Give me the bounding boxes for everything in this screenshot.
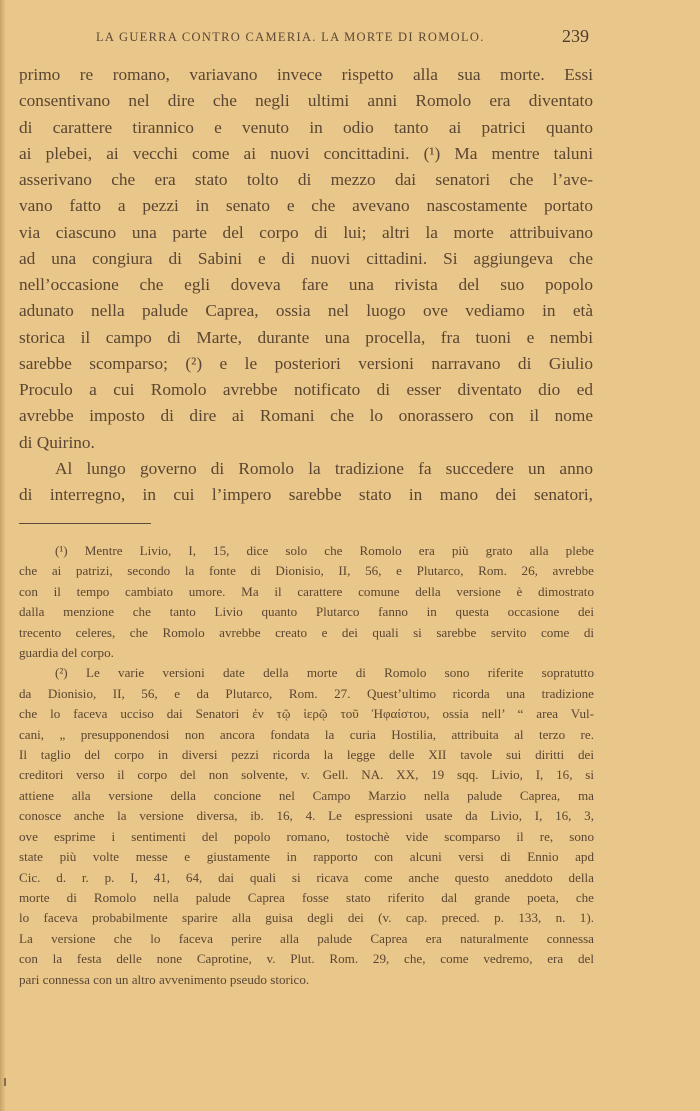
footnote-line: con il tempo cambiato umore. Ma il carattere comune della versione è dimostrato: [19, 583, 594, 599]
body-line: Al lungo governo di Romolo la tradizione fa succedere un anno: [55, 458, 593, 478]
footnote-line: da Dionisio, II, 56, e da Plutarco, Rom. 27. Quest’ultimo ricorda una tradizione: [19, 685, 594, 701]
footnote-line: pari connessa con un altro avvenimento pseudo storico.: [19, 971, 310, 987]
page-number: 239: [562, 26, 589, 46]
footnote-line: Cic. d. r. p. I, 41, 64, dai quali si ricava come anche questo aneddoto della: [19, 869, 594, 885]
footnote-line: che lo faceva ucciso dai Senatori ἐν τῷ ἱερῷ τοῦ Ἡφαίστου, ossia nell’ “ area Vul-: [19, 706, 594, 722]
footnotes: [19, 541, 594, 990]
footnote-line: morte di Romolo nella palude Caprea fosse stato riferito dal grande poeta, che: [19, 889, 594, 905]
footnote-line: (²) Le varie versioni date della morte di Romolo sono riferite sopratutto: [55, 665, 594, 681]
footnote-line: con la festa delle none Caprotine, v. Plut. Rom. 29, che, come vedremo, era del: [19, 951, 594, 967]
footnote-line: cani, „ presupponendosi non ancora fondata la curia Hostilia, attribuita al terzo re.: [19, 726, 594, 742]
page-edge-shadow: [0, 0, 5, 1111]
footnote-line: attiene alla versione della concione nel Campo Marzio nella palude Caprea, ma: [19, 787, 594, 803]
footnote-line: La versione che lo faceva perire alla palude Caprea era naturalmente connessa: [19, 930, 594, 946]
footnote-separator: [19, 523, 151, 524]
footnote-line: state più volte messe e giustamente in rapporto con alcuni versi di Ennio apd: [19, 849, 594, 865]
footnote-line: conosce anche la versione diversa, ib. 16, 4. Le espressioni usate da Livio, I, 16, 3,: [19, 808, 594, 824]
body-line: di interregno, in cui l’impero sarebbe stato in mano dei senatori,: [19, 485, 593, 504]
page-header: [0, 28, 700, 52]
body-line: adunato nella palude Caprea, ossia nel luogo ove vediamo in età: [19, 301, 593, 321]
body-line: vano fatto a pezzi in senato e che avevano nascostamente portato: [19, 196, 593, 216]
body-line: storica il campo di Marte, durante una procella, fra tuoni e nembi: [19, 327, 593, 347]
footnote-line: creditori verso il corpo del non solvente, v. Gell. NA. XX, 19 sqq. Livio, I, 16, si: [19, 767, 594, 783]
body-line: sarebbe scomparso; (²) e le posteriori versioni narravano di Giulio: [19, 353, 593, 373]
margin-mark: [4, 1078, 6, 1086]
footnote-line: Il taglio del corpo in diversi pezzi ricorda la legge delle XII tavole sui diritti dei: [19, 747, 594, 763]
body-line: nell’occasione che egli doveva fare una rivista del suo popolo: [19, 275, 593, 294]
body-line: Proculo a cui Romolo avrebbe notificato di esser diventato dio ed: [19, 380, 593, 399]
body-line: asserivano che era stato tolto di mezzo dai senatori che l’ave-: [19, 170, 593, 189]
footnote-line: che ai patrizi, secondo la fonte di Dionisio, II, 56, e Plutarco, Rom. 26, avrebbe: [19, 563, 594, 579]
body-line: di carattere tirannico e venuto in odio tanto ai patrici quanto: [19, 117, 593, 137]
body-line: ai plebei, ai vecchi come ai nuovi concittadini. (¹) Ma mentre taluni: [19, 143, 593, 163]
body-line: consentivano nel dire che negli ultimi anni Romolo era diventato: [19, 91, 593, 111]
footnote-line: ove esprime i sentimenti del popolo romano, tostochè vide scomparso il re, sono: [19, 828, 594, 844]
footnote-line: lo faceva probabilmente sparire alla guisa degli dei (v. cap. preced. p. 133, n. 1).: [19, 910, 594, 926]
running-title: LA GUERRA CONTRO CAMERIA. LA MORTE DI ROMOLO.: [96, 30, 485, 44]
body-line: primo re romano, variavano invece rispetto alla sua morte. Essi: [19, 65, 593, 84]
footnote-line: guardia del corpo.: [19, 645, 114, 661]
footnote-line: (¹) Mentre Livio, I, 15, dice solo che Romolo era più grato alla plebe: [55, 543, 594, 558]
body-line: via ciascuno una parte del corpo di lui; altri la morte attribuivano: [19, 222, 593, 242]
body-line: di Quirino.: [19, 432, 95, 452]
body-line: ad una congiura di Sabini e di nuovi cittadini. Si aggiungeva che: [19, 248, 593, 268]
body-text: [19, 62, 593, 508]
footnote-line: trecento celeres, che Romolo avrebbe creato e dei quali si sarebbe servito come di: [19, 624, 594, 640]
body-line: avrebbe imposto di dire ai Romani che lo onorassero con il nome: [19, 406, 593, 426]
footnote-line: dalla menzione che tanto Livio quanto Plutarco fanno in questa occasione dei: [19, 604, 594, 620]
